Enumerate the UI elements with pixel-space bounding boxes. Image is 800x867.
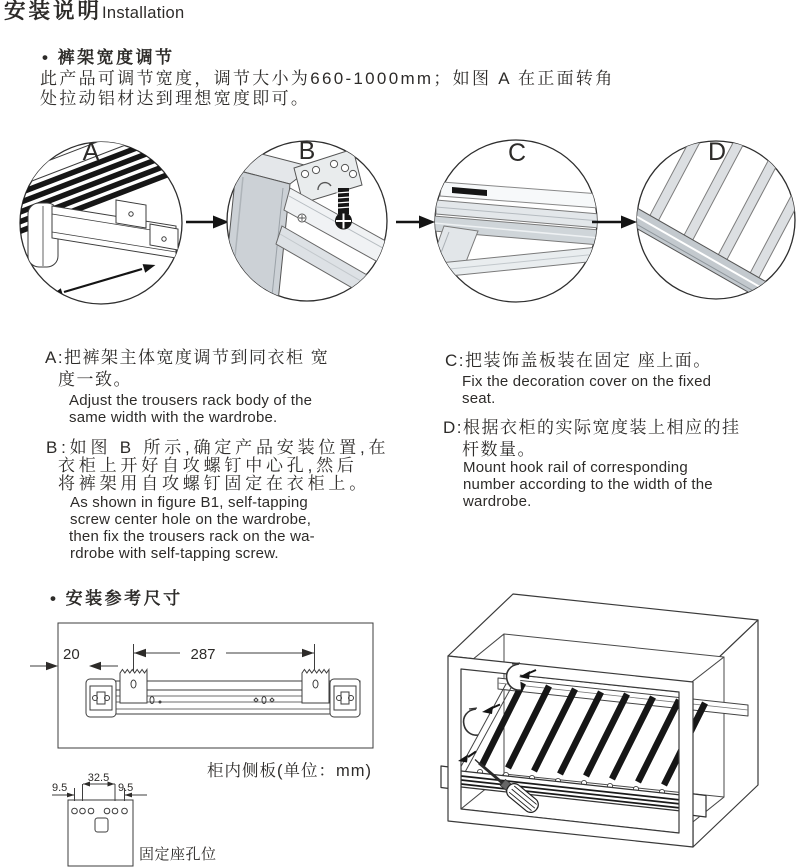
dim-287-label: 287 [190, 646, 216, 663]
dim-32-5-label: 32.5 [87, 772, 110, 784]
dimensions-section-heading: • 安装参考尺寸 [50, 589, 183, 608]
step-b-label: B [298, 137, 316, 165]
width-section-heading: • 裤架宽度调节 [42, 48, 175, 67]
instruction-c-en-line1: Fix the decoration cover on the fixed [462, 373, 712, 390]
instruction-a-zh-line1: A:把裤架主体宽度调节到同衣柜 宽 [45, 348, 330, 367]
instruction-c-zh-line1: C:把装饰盖板装在固定 座上面。 [445, 351, 712, 370]
step-a-label: A [82, 138, 100, 166]
instruction-d-en-line1: Mount hook rail of corresponding [463, 459, 688, 476]
step-a-illustration [0, 128, 187, 304]
page-title [4, 1, 185, 23]
dim-9-5-right-label: 9.5 [118, 782, 134, 794]
width-section-line2: 处拉动铝材达到理想宽度即可。 [40, 89, 311, 108]
wardrobe-3d-drawing [430, 575, 800, 867]
instruction-d-zh-line2: 杆数量。 [462, 440, 536, 459]
fixing-seat-right [302, 670, 329, 704]
page-title-en: Installation [102, 4, 185, 22]
arrow-right-icon [592, 216, 637, 229]
instruction-d-zh-line1: D:根据衣柜的实际宽度装上相应的挂 [443, 418, 741, 437]
fixing-seat-left [120, 670, 147, 704]
step-b-illustration [224, 137, 402, 312]
fixing-seat-hole-detail [52, 782, 147, 867]
fixing-seat-caption: 固定座孔位 [139, 846, 217, 863]
instruction-a-en-line1: Adjust the trousers rack body of the [69, 392, 313, 409]
step-d-label: D [707, 138, 727, 166]
instruction-d-en-line3: wardrobe. [463, 493, 532, 510]
side-panel-dimension-drawing [20, 612, 440, 867]
instruction-b-zh-line3: 将裤架用自攻螺钉固定在衣柜上。 [58, 474, 370, 493]
installation-steps-diagram [0, 128, 800, 328]
side-panel-caption: 柜内侧板(单位：mm) [207, 762, 372, 780]
page-title-zh: 安装说明 [4, 0, 103, 23]
instruction-d-en-line2: number according to the width of the [463, 476, 713, 493]
step-d-illustration [622, 128, 800, 316]
step-c-illustration [430, 139, 600, 302]
instruction-c-en-line2: seat. [462, 390, 496, 407]
instruction-b-en-line2: screw center hole on the wardrobe, [70, 511, 312, 528]
arrow-right-icon [186, 216, 229, 229]
instruction-b-en-line3: then fix the trousers rack on the wa- [69, 528, 315, 545]
instruction-b-zh-line2: 衣柜上开好自攻螺钉中心孔,然后 [58, 456, 358, 475]
instruction-a-en-line2: same width with the wardrobe. [69, 409, 278, 426]
instruction-a-zh-line2: 度一致。 [58, 370, 132, 389]
dim-9-5-left-label: 9.5 [52, 782, 68, 794]
instruction-b-zh-line1: B:如图 B 所示,确定产品安装位置,在 [46, 438, 390, 457]
instruction-b-en-line1: As shown in figure B1, self-tapping [70, 494, 308, 511]
arrow-right-icon [396, 216, 435, 229]
instruction-b-en-line4: rdrobe with self-tapping screw. [70, 545, 279, 562]
width-section-line1: 此产品可调节宽度，调节大小为660-1000mm；如图 A 在正面转角 [40, 69, 615, 88]
dim-20-label: 20 [63, 646, 80, 663]
step-c-label: C [507, 139, 527, 167]
